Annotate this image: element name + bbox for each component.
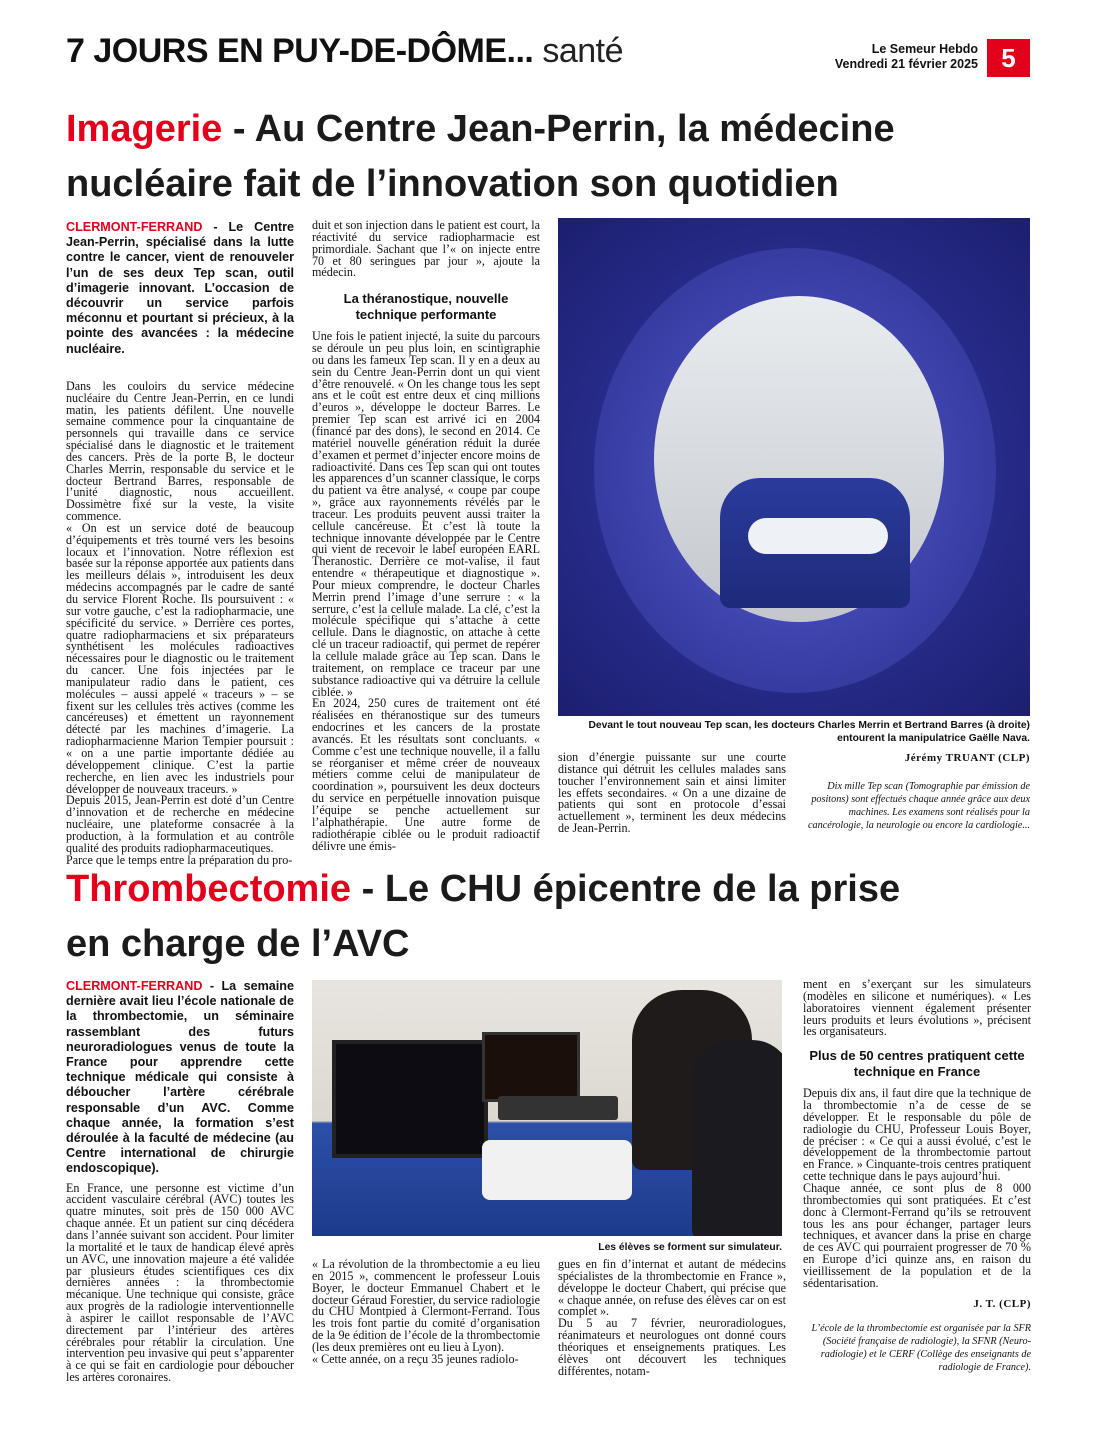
article1-col3-paragraph: sion d’énergie puissante sur une courte distance qui détruit les cellules malades sans toucher l’environnement sain et ainsi limiter les effets secondaires. « On a une dizaine de patients qui sont en protocole d’essai actuellement », terminent les deux médecins de Jean-Perrin. — [558, 750, 786, 836]
article1-title-line1: - Au Centre Jean-Perrin, la médecine — [232, 108, 895, 150]
article2-dateline: CLERMONT-FERRAND — [66, 979, 203, 993]
section-title — [66, 32, 623, 71]
article2-photo-simulator — [312, 980, 782, 1236]
publication-date: Vendredi 21 février 2025 — [834, 57, 978, 71]
article2-caption: Les élèves se forment sur simulateur. — [598, 1242, 782, 1253]
article1-col2-paragraph: Une fois le patient injecté, la suite du parcours se déroule un peu plus loin, en scintigraphie ou dans les fameux Tep scan. Il y en a deux au sein du Centre Jean-Perrin dont un qui vient d’être renouvelé. « On les change tous les sept ans et le coût est entre deux et cinq millions d’euros », développe le docteur Barres. Le premier Tep scan est arrivé ici en 2004 (financé par des dons), le second en 2014. Ce matériel nouvelle génération réduit la durée d’examen et permet d’injecter encore moins de radioactivité. Dans ces Tep scan qui ont toutes les apparences d’un scanner classique, le corps du patient va être analysé, « coupe par coupe », grâce aux rayonnements révélés par le traceur. Les produits peuvent aussi traiter la cellule cancéreuse. Et c’est là toute la technique innovante développée par le Centre qui vient de recevoir le label européen EARL Theranostic. Derrière ce mot-valise, il faut entendre « thérapeutique et diagnostique ». Pour mieux comprendre, le docteur Charles Merrin prend l’image d’une serrure : « la serrure, c’est la cellule malade. La clé, c’est la molécule spécifique qui s’attache à cette cellule. Dans le diagnostic, on attache à cette clé un traceur radioactif, qui permet de repérer la cellule malade grâce au Tep scan. Dans le traitement, on remplace ce traceur par une substance radioactive qui va détruire la cellule ciblée. » — [312, 329, 540, 699]
simulator-console — [482, 1140, 632, 1200]
article1-title-line2: nucléaire fait de l’innovation son quotidien — [66, 163, 839, 205]
article2-title-line2: en charge de l’AVC — [66, 923, 410, 965]
article1-caption-line1: Devant le tout nouveau Tep scan, les docteurs Charles Merrin et Bertrand Barres (à droite) — [588, 720, 1030, 731]
publication-name: Le Semeur Hebdo — [871, 42, 978, 56]
article2-column3 — [558, 1259, 786, 1377]
article1-col1-paragraph: Depuis 2015, Jean-Perrin est doté d’un Centre d’innovation et de recherche en médecine nucléaire, une plateforme consacrée à la production, à la formulation et au contrôle qualité des produits radiopharmaceutiques. — [66, 793, 294, 855]
scanner-bed-cushion — [748, 518, 888, 554]
simulator-monitor — [332, 1040, 488, 1158]
article1-col2-paragraph: En 2024, 250 cures de traitement ont été réalisées en théranostique sur des tumeurs endocrines et les cancers de la prostate avancés. Et les résultats sont concluants. « Comme c’est une technique nouvelle, il a fallu se réorganiser et même créer de nouveaux métiers comme celui de manipulateur de coordination », poursuivent les deux docteurs du service en perpétuelle innovation puisque l’équipe se penche actuellement sur l’alphathérapie. Une autre forme de radiothérapie ciblée ou le produit radioactif délivre une émis- — [312, 696, 540, 853]
laptop-base — [498, 1096, 618, 1120]
article2-col4-paragraph: Depuis dix ans, il faut dire que la technique de la thrombectomie n’a de cesse de se développer. Et le responsable du pôle de radiologie du CHU, Professeur Louis Boyer, de préciser : « Ce qui a aussi évolué, c’est le développement de la thrombectomie partout en France. » Cinquante-trois centres pratiquent cette technique dans le pays aujourd’hui. — [803, 1086, 1031, 1184]
article1-infobox: Dix mille Tep scan (Tomographie par émission de positons) sont effectués chaque année grâce aux deux machines. Les examens sont réalisés pour la cancérologie, la neurologie ou encore la cardiologie... — [808, 781, 1030, 831]
article1-lead — [66, 220, 294, 357]
article2-col2-paragraph: « Cette année, on a reçu 35 jeunes radiolo- — [312, 1351, 519, 1366]
article2-kicker: Thrombectomie — [66, 868, 352, 910]
article2-column2 — [312, 1259, 540, 1366]
article2-column4 — [803, 979, 1031, 1290]
section-title-bold: 7 JOURS EN PUY-DE-DÔME... — [66, 32, 534, 70]
article2-title-line1: - Le CHU épicentre de la prise — [361, 868, 901, 910]
article2-col1-paragraph: En France, une personne est victime d’un accident vasculaire cérébral (AVC) toutes les quatre minutes, soit près de 150 000 AVC chaque année. Et un patient sur cinq décédera dans l’année suivant son accident. Pour limiter la mortalité et le taux de handicap élevé après un AVC, une innovation majeure a été validée par plusieurs études scientifiques ces dix dernières années : la thrombectomie mécanique. Une technique qui consiste, grâce aux progrès de la radiologie interventionnelle à aspirer le caillot responsable de l’AVC directement par l’intérieur des artères cérébrales pour rétablir la circulation. Une intervention peu invasive qui peut s’apparenter à ce qui se fait en cardiologie pour déboucher les artères coronaires. — [66, 1180, 294, 1385]
article1-lead-text: - Le Centre Jean-Perrin, spécialisé dans la lutte contre le cancer, vient de renouveler l’un de ses deux Tep scan, outil d’imagerie innovant. L’occasion de découvrir un service parfois méconnu et pourtant si précieux, à la pointe des avancées : la médecine nucléaire. — [66, 220, 294, 356]
article1-headline-line1 — [66, 102, 1046, 157]
laptop-screen — [482, 1032, 580, 1102]
article1-photo-tep-scan — [558, 218, 1030, 716]
article1-kicker: Imagerie — [66, 108, 223, 150]
article2-column1 — [66, 979, 294, 1384]
article2-lead — [66, 979, 294, 1177]
article1-column2 — [312, 220, 540, 852]
article2-headline — [66, 862, 1046, 972]
article2-col3-paragraph: gues en fin d’internat et autant de médecins spécialistes de la thrombectomie en France », développe le docteur Chabert, qui précise que « chaque année, on refuse des élèves car on est complet ». — [558, 1257, 786, 1319]
article2-credit: J. T. (CLP) — [973, 1298, 1031, 1310]
article1-dateline: CLERMONT-FERRAND — [66, 220, 203, 234]
page-number: 5 — [987, 39, 1030, 77]
article2-col4-paragraph: Chaque année, ce sont plus de 8 000 thrombectomies qui sont pratiquées. Et c’est donc à Clermont-Ferrand qu’ils se retrouvent tous les ans pour échanger, partager leurs techniques, et avancer dans la prise en charge de ces AVC qui pourraient progresser de 70 % en Europe d’ici quinze ans, en raison du vieillissement de la population et de la sédentarisation. — [803, 1180, 1031, 1290]
article2-headline-line1 — [66, 862, 1046, 917]
article1-caption-line2: entourent la manipulatrice Gaëlle Nava. — [837, 733, 1030, 744]
publication-info — [835, 42, 978, 72]
article1-headline — [66, 102, 1046, 212]
article1-column3 — [558, 752, 786, 835]
article2-col4-top: ment en s’exerçant sur les simulateurs (modèles en silicone et numériques). « Les laboratoires viennent également présenter leurs produits et leurs évolutions », précisent les organisateurs. — [803, 977, 1031, 1039]
section-title-light: santé — [542, 32, 624, 70]
article1-caption — [558, 719, 1030, 745]
article2-col3-paragraph: Du 5 au 7 février, neuroradiologues, réanimateurs et neurologues ont donné cours théoriques et enseignements pratiques. Les élèves ont découvert les techniques différentes, notam- — [558, 1316, 786, 1378]
article1-col1-paragraph: Dans les couloirs du service médecine nucléaire du Centre Jean-Perrin, en ce lundi matin, les patients défilent. Une nouvelle semaine commence pour la cinquantaine de personnels qui travaille dans ce service spécialisé dans le diagnostic et le traitement des cancers. Près de la porte B, le docteur Charles Merrin, responsable du service et le docteur Bertrand Barres, responsable de l’unité diagnostic, nous accueillent. Dossimètre fixé sur la veste, la visite commence. — [66, 378, 294, 524]
article1-col2-top: duit et son injection dans le patient est court, la réactivité du service radiopharmacie est primordiale. Sachant que l’« on injecte entre 70 et 80 seringues par jour », ajoute la médecin. — [312, 218, 540, 280]
article2-col2-paragraph: « La révolution de la thrombectomie a eu lieu en 2015 », commencent le professeur Louis Boyer, le docteur Emmanuel Chabert et le docteur Géraud Forestier, du service radiologie du CHU Montpied à Clermont-Ferrand. Tous les trois font partie du comité d’organisation de la 9e édition de l’école de la thrombectomie (les deux premières ont eu lieu à Lyon). — [312, 1257, 540, 1354]
article2-infobox: L’école de la thrombectomie est organisée par la SFR (Société française de radiologie), la SFNR (Neuro-radiologie) et le CERF (Collège des enseignants de radiologie de France). — [811, 1323, 1031, 1373]
article1-column1 — [66, 220, 294, 866]
student-figure — [692, 1040, 782, 1236]
article1-col1-paragraph: « On est un service doté de beaucoup d’équipements et très tourné vers les besoins locaux et l’innovation. Notre réflexion est basée sur la réponse apportée aux patients dans les meilleurs délais », introduisent les deux médecins accompagnés par le cadre de santé du service Florent Roche. Ils poursuivent : « sur votre gauche, c’est la radiopharmacie, une spécificité du service. » Derrière ces portes, quatre radiopharmaciens et six préparateurs synthétisent les molécules radioactives nécessaires pour le diagnostic ou le traitement du cancer. Une fois injectées par le manipulateur radio dans le patient, ces molécules – aussi appelé « traceurs » – se fixent sur les cellules très actives (comme les cancéreuses) et émettent un rayonnement détecté par les machines d’imagerie. La radiopharmacienne Marion Tempier poursuit : « on a une partie importante dédiée au développement clinique. C’est la partie recherche, en lien avec les industriels pour développer de nouveaux traceurs. » — [66, 520, 295, 796]
article2-lead-text: - La semaine dernière avait lieu l’école nationale de la thrombectomie, un séminaire rassemblant des futurs neuroradiologues venus de toute la France pour apprendre cette technique médicale qui consiste à déboucher l’artère cérébrale responsable d’un AVC. Comme chaque année, la formation s’est déroulée à la faculté de médecine (au Centre international de chirurgie endoscopique). — [66, 979, 294, 1176]
article1-subhead: La théranostique, nouvelle technique performante — [343, 291, 509, 323]
article1-col1-paragraph: Parce que le temps entre la préparation du pro- — [66, 852, 293, 867]
article2-subhead: Plus de 50 centres pratiquent cette technique en France — [809, 1048, 1025, 1080]
article1-photo-credit: Jérémy TRUANT (CLP) — [904, 752, 1030, 764]
